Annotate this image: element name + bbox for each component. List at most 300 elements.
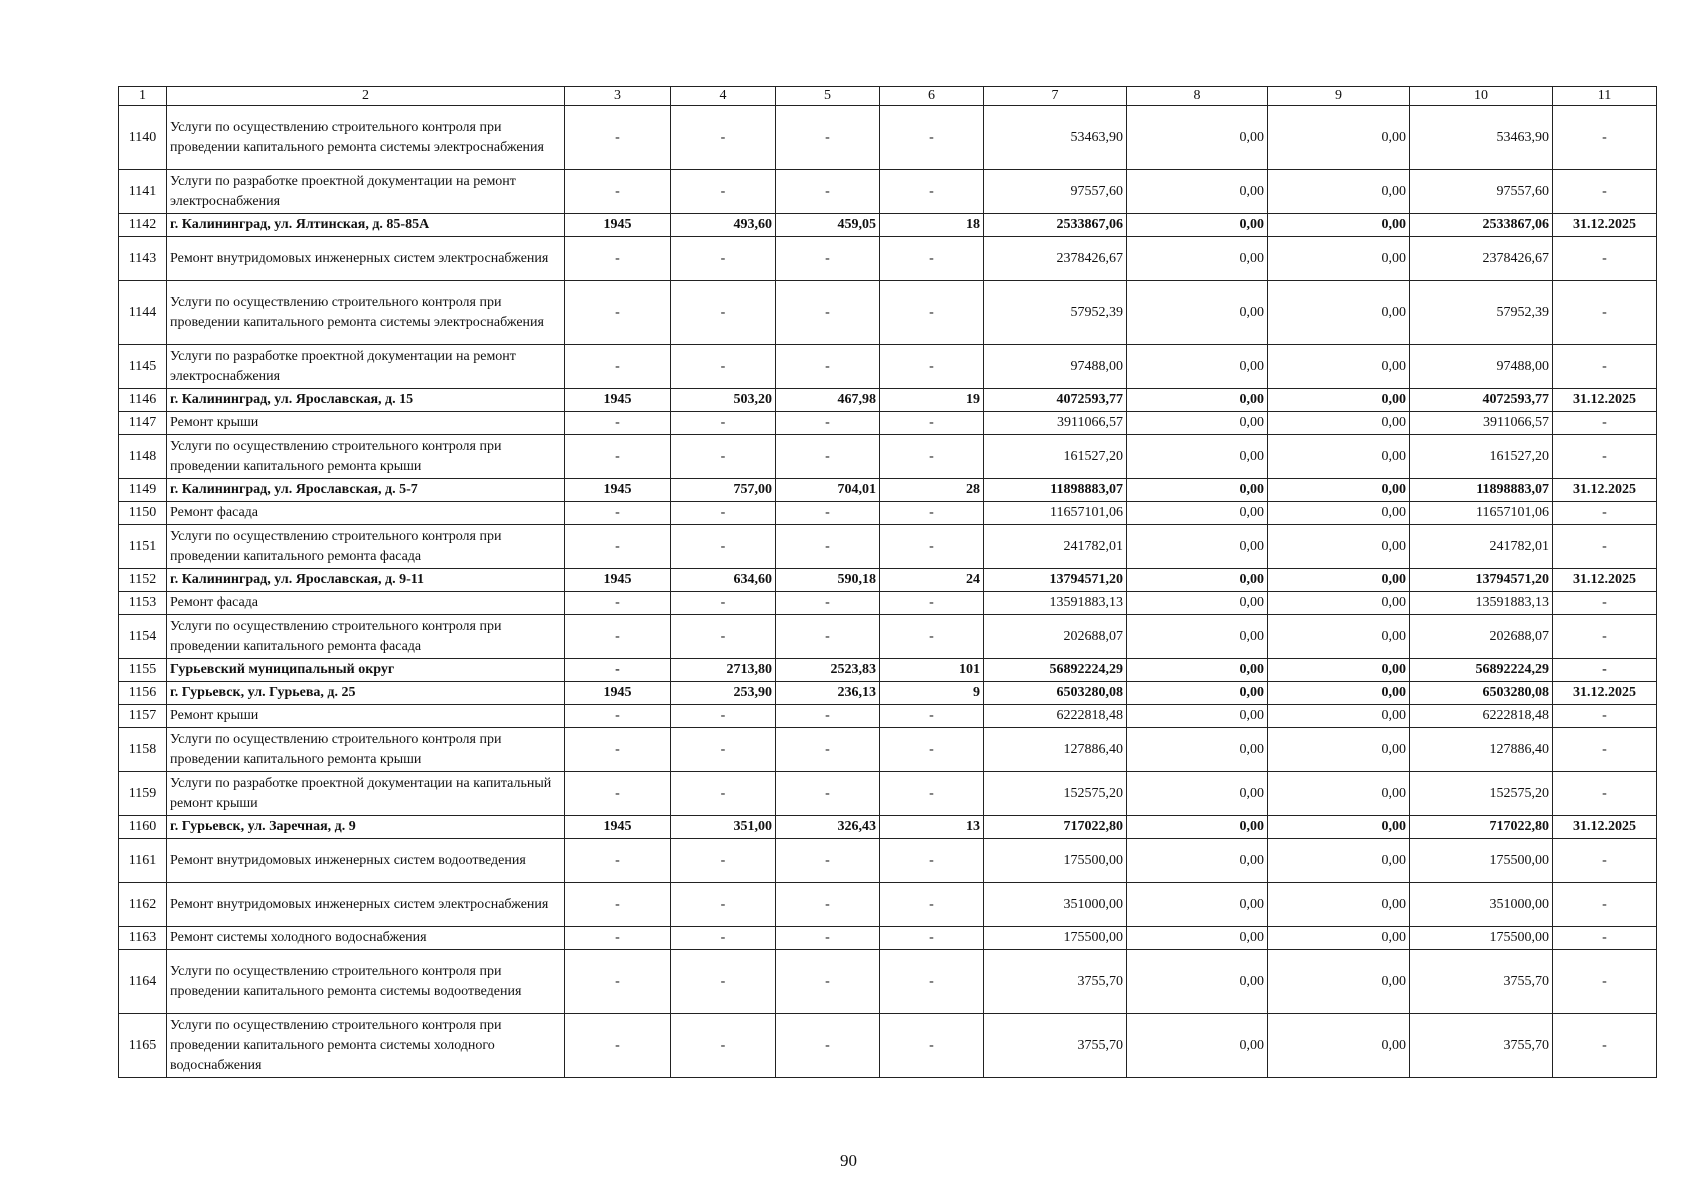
- cell-col4: 503,20: [671, 389, 776, 412]
- cell-col10: 2533867,06: [1410, 214, 1553, 237]
- cell-col9: 0,00: [1268, 502, 1410, 525]
- cell-col6: -: [880, 525, 984, 569]
- row-number: 1161: [119, 839, 167, 883]
- row-number: 1143: [119, 237, 167, 281]
- table-row: [119, 170, 1657, 214]
- row-number: 1153: [119, 592, 167, 615]
- cell-col9: 0,00: [1268, 281, 1410, 345]
- item-name: Услуги по разработке проектной документации на капитальный ремонт крыши: [167, 772, 565, 816]
- cell-col6: 101: [880, 659, 984, 682]
- cell-col6: -: [880, 170, 984, 214]
- cell-col10: 6503280,08: [1410, 682, 1553, 705]
- cell-col7: 2533867,06: [984, 214, 1127, 237]
- cell-col5: -: [776, 281, 880, 345]
- item-name: Услуги по осуществлению строительного контроля при проведении капитального ремонта системы холодного водоснабжения: [167, 1014, 565, 1078]
- cell-col8: 0,00: [1127, 592, 1268, 615]
- cell-col6: -: [880, 705, 984, 728]
- cell-col5: -: [776, 927, 880, 950]
- cell-col5: 467,98: [776, 389, 880, 412]
- cell-col10: 175500,00: [1410, 839, 1553, 883]
- cell-col3: -: [565, 927, 671, 950]
- item-name: Гурьевский муниципальный округ: [167, 659, 565, 682]
- row-number: 1145: [119, 345, 167, 389]
- cell-col3: 1945: [565, 569, 671, 592]
- cell-col8: 0,00: [1127, 927, 1268, 950]
- cell-col11: 31.12.2025: [1553, 214, 1657, 237]
- cell-col3: 1945: [565, 682, 671, 705]
- item-name: г. Гурьевск, ул. Заречная, д. 9: [167, 816, 565, 839]
- cell-col6: -: [880, 592, 984, 615]
- cell-col4: -: [671, 592, 776, 615]
- cell-col3: -: [565, 525, 671, 569]
- cell-col11: -: [1553, 615, 1657, 659]
- cell-col10: 2378426,67: [1410, 237, 1553, 281]
- cell-col8: 0,00: [1127, 281, 1268, 345]
- row-number: 1165: [119, 1014, 167, 1078]
- cell-col4: -: [671, 345, 776, 389]
- cell-col6: -: [880, 728, 984, 772]
- cell-col6: -: [880, 281, 984, 345]
- cell-col3: -: [565, 883, 671, 927]
- cell-col11: -: [1553, 592, 1657, 615]
- cell-col7: 6222818,48: [984, 705, 1127, 728]
- cell-col5: -: [776, 345, 880, 389]
- cell-col9: 0,00: [1268, 345, 1410, 389]
- row-number: 1155: [119, 659, 167, 682]
- cell-col10: 11657101,06: [1410, 502, 1553, 525]
- cell-col5: -: [776, 502, 880, 525]
- header-cell: 8: [1127, 87, 1268, 106]
- table-row: [119, 772, 1657, 816]
- cell-col11: 31.12.2025: [1553, 479, 1657, 502]
- row-number: 1157: [119, 705, 167, 728]
- cell-col6: -: [880, 106, 984, 170]
- cell-col3: -: [565, 950, 671, 1014]
- table-row: [119, 106, 1657, 170]
- cell-col4: -: [671, 1014, 776, 1078]
- header-cell: 5: [776, 87, 880, 106]
- cell-col10: 3911066,57: [1410, 412, 1553, 435]
- cell-col3: -: [565, 839, 671, 883]
- table-row: [119, 525, 1657, 569]
- item-name: г. Калининград, ул. Ялтинская, д. 85-85А: [167, 214, 565, 237]
- cell-col9: 0,00: [1268, 237, 1410, 281]
- cell-col8: 0,00: [1127, 502, 1268, 525]
- cell-col9: 0,00: [1268, 772, 1410, 816]
- cell-col4: -: [671, 106, 776, 170]
- cell-col5: 459,05: [776, 214, 880, 237]
- item-name: Услуги по разработке проектной документации на ремонт электроснабжения: [167, 345, 565, 389]
- cell-col5: 2523,83: [776, 659, 880, 682]
- cell-col4: -: [671, 705, 776, 728]
- item-name: Услуги по осуществлению строительного контроля при проведении капитального ремонта фасада: [167, 525, 565, 569]
- row-number: 1164: [119, 950, 167, 1014]
- cell-col11: -: [1553, 705, 1657, 728]
- cell-col8: 0,00: [1127, 816, 1268, 839]
- table-row: [119, 615, 1657, 659]
- cell-col4: 634,60: [671, 569, 776, 592]
- cell-col10: 3755,70: [1410, 950, 1553, 1014]
- cell-col5: -: [776, 435, 880, 479]
- cell-col4: -: [671, 950, 776, 1014]
- cell-col5: -: [776, 705, 880, 728]
- page-number: 90: [840, 1151, 857, 1170]
- row-number: 1146: [119, 389, 167, 412]
- item-name: Ремонт внутридомовых инженерных систем водоотведения: [167, 839, 565, 883]
- cell-col4: -: [671, 615, 776, 659]
- cell-col3: -: [565, 170, 671, 214]
- row-number: 1159: [119, 772, 167, 816]
- cell-col11: -: [1553, 728, 1657, 772]
- cell-col5: -: [776, 772, 880, 816]
- cell-col8: 0,00: [1127, 950, 1268, 1014]
- cell-col11: -: [1553, 659, 1657, 682]
- cell-col7: 11898883,07: [984, 479, 1127, 502]
- cell-col8: 0,00: [1127, 569, 1268, 592]
- row-number: 1148: [119, 435, 167, 479]
- table-row: [119, 237, 1657, 281]
- cell-col7: 56892224,29: [984, 659, 1127, 682]
- cell-col5: -: [776, 106, 880, 170]
- cell-col3: -: [565, 728, 671, 772]
- cell-col10: 241782,01: [1410, 525, 1553, 569]
- table-row: [119, 389, 1657, 412]
- cell-col10: 13591883,13: [1410, 592, 1553, 615]
- cell-col6: -: [880, 950, 984, 1014]
- cell-col7: 161527,20: [984, 435, 1127, 479]
- cell-col7: 175500,00: [984, 927, 1127, 950]
- header-cell: 10: [1410, 87, 1553, 106]
- item-name: Услуги по осуществлению строительного контроля при проведении капитального ремонта системы электроснабжения: [167, 281, 565, 345]
- cell-col6: 9: [880, 682, 984, 705]
- cell-col9: 0,00: [1268, 816, 1410, 839]
- cell-col8: 0,00: [1127, 435, 1268, 479]
- cell-col3: 1945: [565, 816, 671, 839]
- table-row: [119, 214, 1657, 237]
- cell-col8: 0,00: [1127, 728, 1268, 772]
- cell-col11: -: [1553, 237, 1657, 281]
- item-name: г. Гурьевск, ул. Гурьева, д. 25: [167, 682, 565, 705]
- cell-col7: 152575,20: [984, 772, 1127, 816]
- cell-col8: 0,00: [1127, 389, 1268, 412]
- cell-col7: 3755,70: [984, 950, 1127, 1014]
- cell-col10: 152575,20: [1410, 772, 1553, 816]
- header-cell: 3: [565, 87, 671, 106]
- cell-col5: -: [776, 412, 880, 435]
- cell-col11: -: [1553, 412, 1657, 435]
- cell-col3: -: [565, 772, 671, 816]
- cell-col3: -: [565, 345, 671, 389]
- cell-col7: 3911066,57: [984, 412, 1127, 435]
- header-cell: 9: [1268, 87, 1410, 106]
- cell-col7: 127886,40: [984, 728, 1127, 772]
- row-number: 1150: [119, 502, 167, 525]
- cell-col11: 31.12.2025: [1553, 682, 1657, 705]
- cell-col6: -: [880, 883, 984, 927]
- cell-col4: -: [671, 435, 776, 479]
- cell-col11: 31.12.2025: [1553, 816, 1657, 839]
- row-number: 1154: [119, 615, 167, 659]
- cell-col10: 4072593,77: [1410, 389, 1553, 412]
- table-row: [119, 345, 1657, 389]
- cell-col11: -: [1553, 345, 1657, 389]
- table-row: [119, 927, 1657, 950]
- cell-col6: 18: [880, 214, 984, 237]
- cell-col3: -: [565, 435, 671, 479]
- item-name: г. Калининград, ул. Ярославская, д. 15: [167, 389, 565, 412]
- cell-col3: -: [565, 1014, 671, 1078]
- cell-col4: -: [671, 237, 776, 281]
- cell-col8: 0,00: [1127, 237, 1268, 281]
- cell-col7: 11657101,06: [984, 502, 1127, 525]
- cell-col11: -: [1553, 927, 1657, 950]
- cell-col5: -: [776, 883, 880, 927]
- cell-col7: 13591883,13: [984, 592, 1127, 615]
- cell-col11: 31.12.2025: [1553, 389, 1657, 412]
- cell-col3: -: [565, 106, 671, 170]
- cell-col4: -: [671, 281, 776, 345]
- cell-col9: 0,00: [1268, 569, 1410, 592]
- cell-col3: -: [565, 659, 671, 682]
- cell-col8: 0,00: [1127, 479, 1268, 502]
- table-row: [119, 569, 1657, 592]
- row-number: 1141: [119, 170, 167, 214]
- cell-col9: 0,00: [1268, 927, 1410, 950]
- item-name: Услуги по осуществлению строительного контроля при проведении капитального ремонта фасада: [167, 615, 565, 659]
- table-row: [119, 705, 1657, 728]
- cell-col10: 53463,90: [1410, 106, 1553, 170]
- header-row: [119, 87, 1657, 106]
- cell-col10: 3755,70: [1410, 1014, 1553, 1078]
- row-number: 1144: [119, 281, 167, 345]
- cell-col4: 757,00: [671, 479, 776, 502]
- cell-col5: -: [776, 592, 880, 615]
- cell-col8: 0,00: [1127, 412, 1268, 435]
- cell-col9: 0,00: [1268, 1014, 1410, 1078]
- cell-col8: 0,00: [1127, 615, 1268, 659]
- cell-col10: 717022,80: [1410, 816, 1553, 839]
- cell-col6: 28: [880, 479, 984, 502]
- item-name: Услуги по разработке проектной документации на ремонт электроснабжения: [167, 170, 565, 214]
- cell-col6: -: [880, 615, 984, 659]
- cell-col10: 57952,39: [1410, 281, 1553, 345]
- cell-col10: 13794571,20: [1410, 569, 1553, 592]
- cell-col9: 0,00: [1268, 479, 1410, 502]
- cell-col8: 0,00: [1127, 170, 1268, 214]
- cell-col4: -: [671, 728, 776, 772]
- cell-col10: 6222818,48: [1410, 705, 1553, 728]
- cell-col7: 175500,00: [984, 839, 1127, 883]
- cell-col7: 13794571,20: [984, 569, 1127, 592]
- cell-col4: -: [671, 525, 776, 569]
- cell-col8: 0,00: [1127, 106, 1268, 170]
- cell-col7: 6503280,08: [984, 682, 1127, 705]
- row-number: 1162: [119, 883, 167, 927]
- item-name: Услуги по осуществлению строительного контроля при проведении капитального ремонта системы электроснабжения: [167, 106, 565, 170]
- cell-col7: 351000,00: [984, 883, 1127, 927]
- cell-col6: -: [880, 1014, 984, 1078]
- table-row: [119, 839, 1657, 883]
- cell-col5: -: [776, 237, 880, 281]
- cell-col9: 0,00: [1268, 592, 1410, 615]
- item-name: Ремонт крыши: [167, 705, 565, 728]
- item-name: Ремонт фасада: [167, 592, 565, 615]
- cell-col5: 704,01: [776, 479, 880, 502]
- cell-col3: -: [565, 615, 671, 659]
- item-name: Услуги по осуществлению строительного контроля при проведении капитального ремонта крыши: [167, 435, 565, 479]
- cell-col8: 0,00: [1127, 659, 1268, 682]
- cell-col9: 0,00: [1268, 435, 1410, 479]
- item-name: г. Калининград, ул. Ярославская, д. 5-7: [167, 479, 565, 502]
- row-number: 1151: [119, 525, 167, 569]
- cell-col9: 0,00: [1268, 412, 1410, 435]
- cell-col5: -: [776, 950, 880, 1014]
- item-name: Ремонт крыши: [167, 412, 565, 435]
- cell-col3: -: [565, 237, 671, 281]
- cell-col7: 2378426,67: [984, 237, 1127, 281]
- table-row: [119, 412, 1657, 435]
- cell-col6: -: [880, 435, 984, 479]
- cell-col4: 2713,80: [671, 659, 776, 682]
- cell-col6: -: [880, 345, 984, 389]
- cell-col3: -: [565, 412, 671, 435]
- cell-col11: -: [1553, 435, 1657, 479]
- cell-col3: 1945: [565, 214, 671, 237]
- cell-col11: -: [1553, 839, 1657, 883]
- table-header: [119, 87, 1657, 106]
- row-number: 1156: [119, 682, 167, 705]
- cell-col5: -: [776, 728, 880, 772]
- cell-col7: 57952,39: [984, 281, 1127, 345]
- cell-col6: 24: [880, 569, 984, 592]
- row-number: 1140: [119, 106, 167, 170]
- cell-col3: -: [565, 705, 671, 728]
- row-number: 1160: [119, 816, 167, 839]
- cell-col4: 493,60: [671, 214, 776, 237]
- cell-col4: -: [671, 502, 776, 525]
- cell-col11: 31.12.2025: [1553, 569, 1657, 592]
- cell-col6: 19: [880, 389, 984, 412]
- table-row: [119, 682, 1657, 705]
- cell-col8: 0,00: [1127, 525, 1268, 569]
- cell-col6: -: [880, 927, 984, 950]
- cell-col5: -: [776, 839, 880, 883]
- cell-col9: 0,00: [1268, 389, 1410, 412]
- cell-col11: -: [1553, 1014, 1657, 1078]
- table-row: [119, 950, 1657, 1014]
- cell-col5: -: [776, 525, 880, 569]
- cell-col8: 0,00: [1127, 772, 1268, 816]
- cell-col4: -: [671, 839, 776, 883]
- cell-col3: -: [565, 592, 671, 615]
- cell-col5: 236,13: [776, 682, 880, 705]
- cell-col11: -: [1553, 106, 1657, 170]
- cell-col8: 0,00: [1127, 345, 1268, 389]
- row-number: 1149: [119, 479, 167, 502]
- cell-col11: -: [1553, 525, 1657, 569]
- row-number: 1147: [119, 412, 167, 435]
- cell-col9: 0,00: [1268, 659, 1410, 682]
- cell-col11: -: [1553, 772, 1657, 816]
- cell-col9: 0,00: [1268, 839, 1410, 883]
- table-row: [119, 728, 1657, 772]
- cell-col6: -: [880, 839, 984, 883]
- cell-col5: 590,18: [776, 569, 880, 592]
- item-name: Ремонт фасада: [167, 502, 565, 525]
- cell-col5: -: [776, 1014, 880, 1078]
- cell-col10: 127886,40: [1410, 728, 1553, 772]
- item-name: г. Калининград, ул. Ярославская, д. 9-11: [167, 569, 565, 592]
- data-table: [118, 86, 1657, 1078]
- cell-col7: 3755,70: [984, 1014, 1127, 1078]
- cell-col11: -: [1553, 170, 1657, 214]
- cell-col4: -: [671, 412, 776, 435]
- item-name: Ремонт внутридомовых инженерных систем электроснабжения: [167, 237, 565, 281]
- cell-col9: 0,00: [1268, 705, 1410, 728]
- cell-col3: 1945: [565, 389, 671, 412]
- cell-col10: 11898883,07: [1410, 479, 1553, 502]
- cell-col3: 1945: [565, 479, 671, 502]
- row-number: 1163: [119, 927, 167, 950]
- cell-col4: 351,00: [671, 816, 776, 839]
- cell-col9: 0,00: [1268, 106, 1410, 170]
- cell-col9: 0,00: [1268, 950, 1410, 1014]
- cell-col10: 175500,00: [1410, 927, 1553, 950]
- item-name: Ремонт внутридомовых инженерных систем электроснабжения: [167, 883, 565, 927]
- cell-col5: -: [776, 170, 880, 214]
- cell-col10: 202688,07: [1410, 615, 1553, 659]
- table-body: [119, 106, 1657, 1078]
- cell-col4: -: [671, 170, 776, 214]
- row-number: 1142: [119, 214, 167, 237]
- cell-col6: 13: [880, 816, 984, 839]
- cell-col9: 0,00: [1268, 170, 1410, 214]
- table-row: [119, 435, 1657, 479]
- cell-col6: -: [880, 502, 984, 525]
- cell-col4: -: [671, 927, 776, 950]
- cell-col6: -: [880, 237, 984, 281]
- cell-col3: -: [565, 502, 671, 525]
- item-name: Ремонт системы холодного водоснабжения: [167, 927, 565, 950]
- cell-col10: 351000,00: [1410, 883, 1553, 927]
- table-row: [119, 479, 1657, 502]
- cell-col6: -: [880, 772, 984, 816]
- cell-col9: 0,00: [1268, 682, 1410, 705]
- cell-col5: 326,43: [776, 816, 880, 839]
- header-cell: 2: [167, 87, 565, 106]
- table-row: [119, 659, 1657, 682]
- table-row: [119, 592, 1657, 615]
- item-name: Услуги по осуществлению строительного контроля при проведении капитального ремонта крыши: [167, 728, 565, 772]
- cell-col8: 0,00: [1127, 214, 1268, 237]
- table-row: [119, 502, 1657, 525]
- cell-col8: 0,00: [1127, 839, 1268, 883]
- cell-col6: -: [880, 412, 984, 435]
- cell-col8: 0,00: [1127, 1014, 1268, 1078]
- cell-col4: 253,90: [671, 682, 776, 705]
- table-row: [119, 883, 1657, 927]
- cell-col8: 0,00: [1127, 883, 1268, 927]
- cell-col11: -: [1553, 502, 1657, 525]
- cell-col10: 97488,00: [1410, 345, 1553, 389]
- cell-col11: -: [1553, 950, 1657, 1014]
- cell-col10: 97557,60: [1410, 170, 1553, 214]
- cell-col9: 0,00: [1268, 525, 1410, 569]
- cell-col3: -: [565, 281, 671, 345]
- table-row: [119, 816, 1657, 839]
- cell-col9: 0,00: [1268, 214, 1410, 237]
- cell-col4: -: [671, 772, 776, 816]
